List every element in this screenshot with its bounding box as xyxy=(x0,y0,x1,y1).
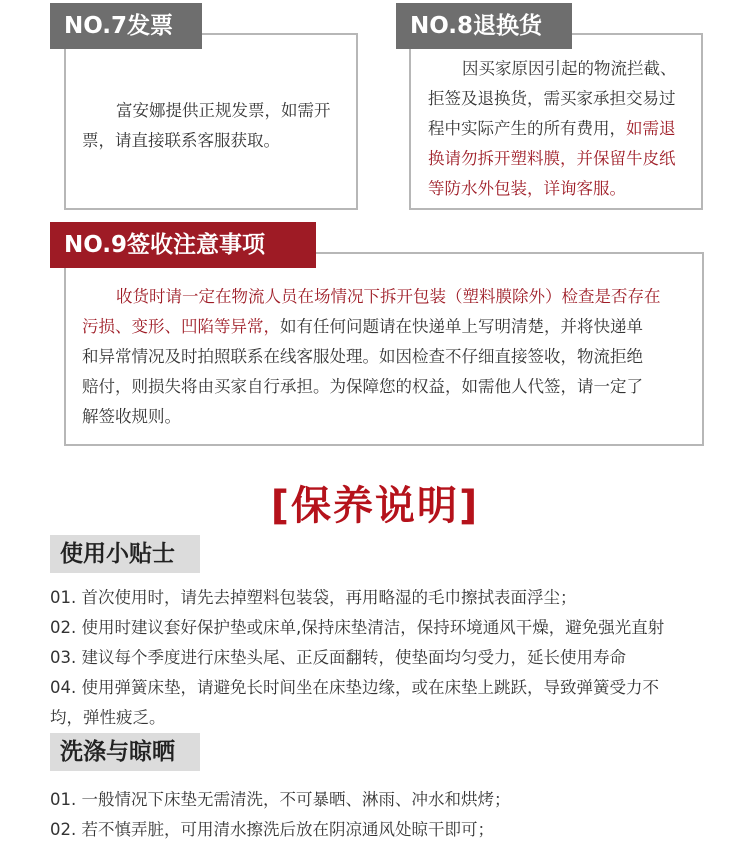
return-line-2: 拒签及退换货，需买家承担交易过 xyxy=(428,89,676,108)
invoice-tag: NO.7发票 xyxy=(50,3,202,49)
return-line-3-plain: 程中实际产生的所有费用， xyxy=(428,119,626,138)
tips-line-4: 04. 使用弹簧床垫，请避免长时间坐在床垫边缘，或在床垫上跳跃，导致弹簧受力不 xyxy=(50,678,659,697)
invoice-line-2: 票，请直接联系客服获取。 xyxy=(82,131,280,150)
return-line-4: 换请勿拆开塑料膜，并保留牛皮纸 xyxy=(428,149,676,168)
tips-heading: 使用小贴士 xyxy=(50,535,200,573)
wash-line-1: 01. 一般情况下床垫无需清洗，不可暴晒、淋雨、冲水和烘烤； xyxy=(50,790,511,809)
tips-line-1: 01. 首次使用时，请先去掉塑料包装袋，再用略湿的毛巾擦拭表面浮尘； xyxy=(50,588,577,607)
return-tag: NO.8退换货 xyxy=(396,3,572,49)
care-title: [保养说明] xyxy=(270,483,480,529)
receipt-line-1: 收货时请一定在物流人员在场情况下拆开包装（塑料膜除外）检查是否存在 xyxy=(116,287,661,306)
receipt-text xyxy=(82,282,697,432)
return-line-5: 等防水外包装，详询客服。 xyxy=(428,179,626,198)
invoice-line-1: 富安娜提供正规发票，如需开 xyxy=(116,101,331,120)
receipt-line-3: 和异常情况及时拍照联系在线客服处理。如因检查不仔细直接签收，物流拒绝 xyxy=(82,347,643,366)
return-text xyxy=(428,54,698,204)
return-line-1: 因买家原因引起的物流拦截、 xyxy=(462,59,677,78)
tips-line-2: 02. 使用时建议套好保护垫或床单,保持床垫清洁，保持环境通风干燥，避免强光直射 xyxy=(50,618,665,637)
receipt-line-4: 赔付，则损失将由买家自行承担。为保障您的权益，如需他人代签，请一定了 xyxy=(82,377,643,396)
tips-line-5: 均，弹性疲乏。 xyxy=(50,708,166,727)
return-line-3 xyxy=(428,114,698,144)
receipt-line-2-plain: 如有任何问题请在快递单上写明清楚，并将快递单 xyxy=(280,317,643,336)
receipt-tag: NO.9签收注意事项 xyxy=(50,222,316,268)
receipt-line-5: 解签收规则。 xyxy=(82,407,181,426)
return-line-3-red: 如需退 xyxy=(626,119,676,138)
receipt-line-2-red: 污损、变形、凹陷等异常， xyxy=(82,317,280,336)
tips-line-3: 03. 建议每个季度进行床垫头尾、正反面翻转，使垫面均匀受力，延长使用寿命 xyxy=(50,648,626,667)
wash-heading: 洗涤与晾晒 xyxy=(50,733,200,771)
wash-line-2: 02. 若不慎弄脏，可用清水擦洗后放在阴凉通风处晾干即可； xyxy=(50,820,494,839)
invoice-text xyxy=(82,96,352,156)
receipt-line-2 xyxy=(82,312,697,342)
